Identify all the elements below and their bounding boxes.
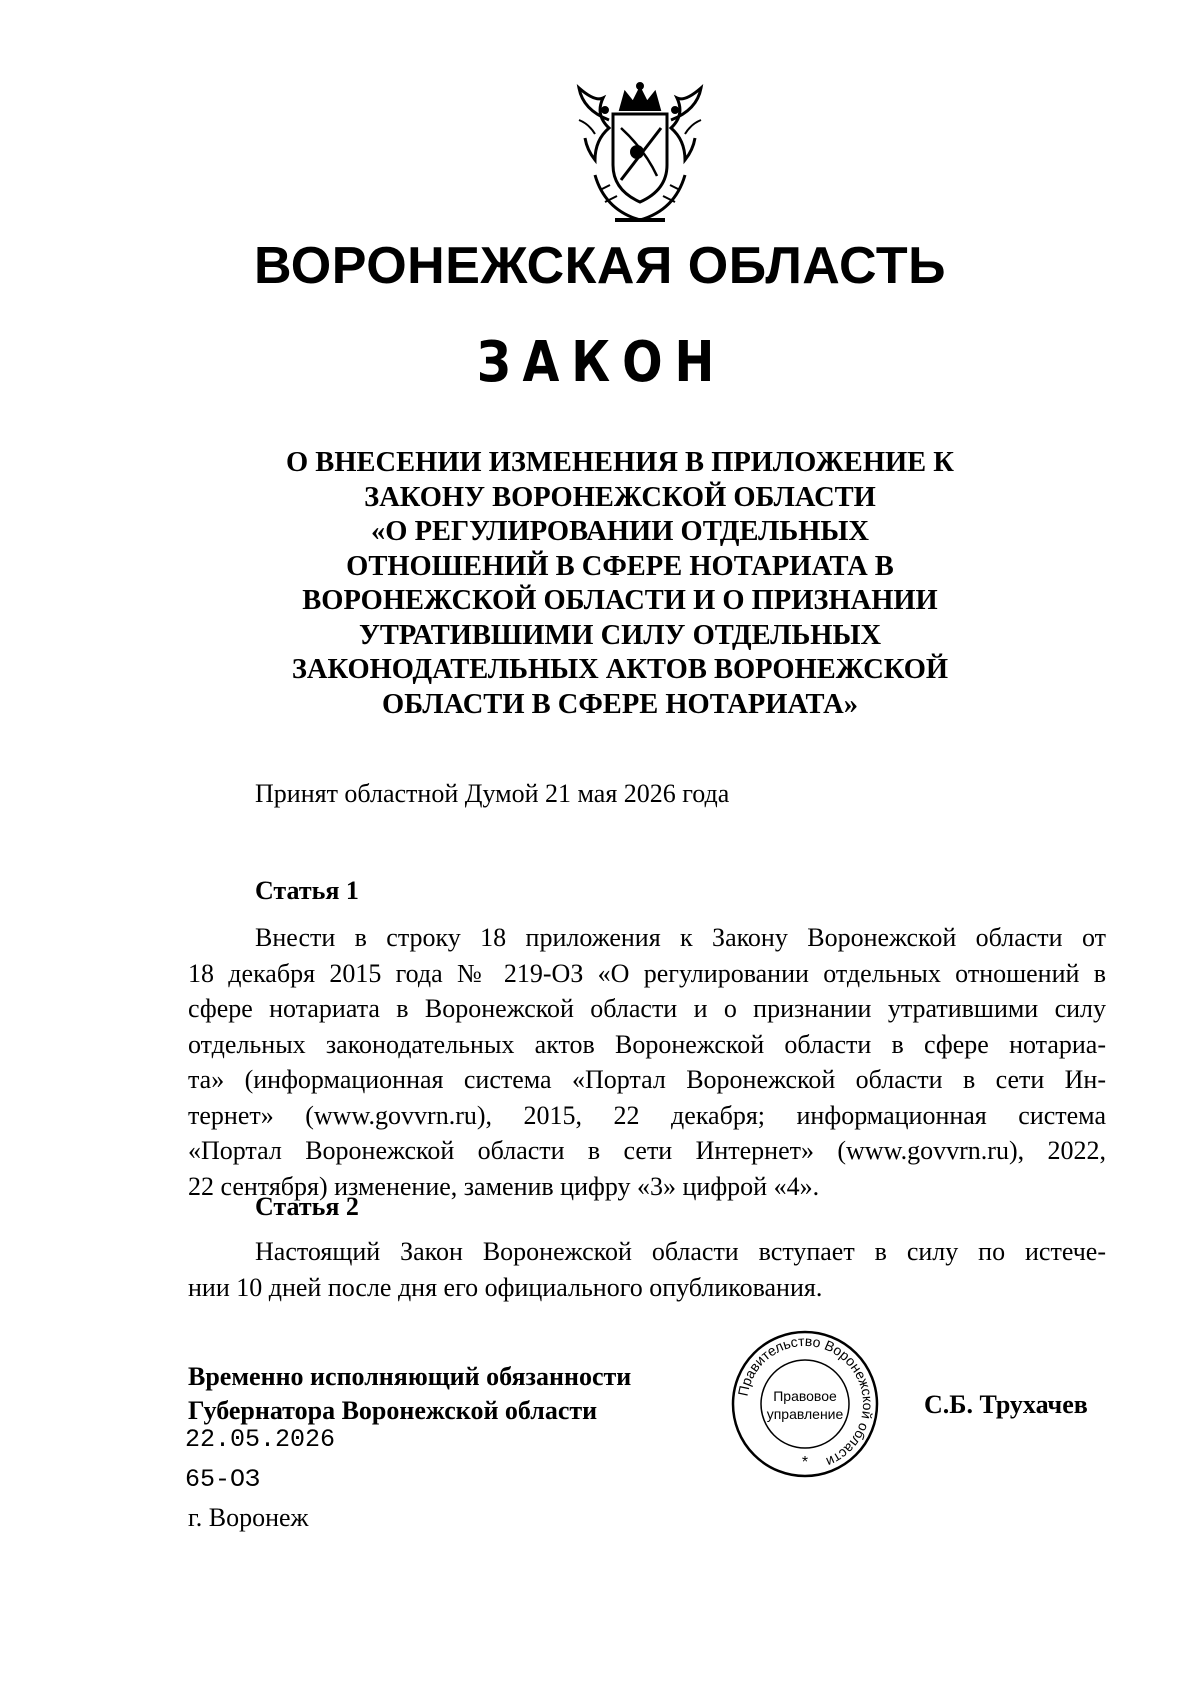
- official-stamp: [730, 1329, 880, 1479]
- signing-city: г. Воронеж: [188, 1503, 309, 1532]
- article-1-line: 22 сентября) изменение, заменив цифру «3» цифрой «4».: [188, 1171, 820, 1201]
- signatory-position: [188, 1360, 631, 1428]
- law-date: 22.05.2026: [185, 1425, 336, 1454]
- stamp-star: *: [801, 1454, 809, 1471]
- signatory-position-line: Губернатора Воронежской области: [188, 1396, 598, 1425]
- law-title-line: О ВНЕСЕНИИ ИЗМЕНЕНИЯ В ПРИЛОЖЕНИЕ К: [286, 447, 954, 478]
- article-1-line: Внести в строку 18 приложения к Закону Воронежской области от: [255, 923, 1106, 952]
- article-1-line: 18 декабря 2015 года № 219-ОЗ «О регулировании отдельных отношений в: [188, 958, 1106, 988]
- stamp-center-line: управление: [766, 1406, 844, 1422]
- law-number: 65-ОЗ: [185, 1465, 261, 1494]
- law-title-line: «О РЕГУЛИРОВАНИИ ОТДЕЛЬНЫХ: [371, 516, 869, 547]
- signatory-position-line: Временно исполняющий обязанности: [188, 1362, 632, 1391]
- law-title-line: ЗАКОНУ ВОРОНЕЖСКОЙ ОБЛАСТИ: [364, 481, 876, 513]
- article-1-line: та» (информационная система «Портал Воронежской области в сети Ин-: [188, 1065, 1106, 1094]
- adoption-note: Принят областной Думой 21 мая 2026 года: [255, 779, 730, 808]
- registration-details: [185, 1420, 335, 1500]
- law-title-line: ЗАКОНОДАТЕЛЬНЫХ АКТОВ ВОРОНЕЖСКОЙ: [291, 654, 949, 685]
- law-title-line: ОБЛАСТИ В СФЕРЕ НОТАРИАТА»: [382, 688, 858, 720]
- stamp-ring-text: Правительство Воронежской области: [734, 1332, 877, 1471]
- article-2-body: [188, 1234, 1106, 1305]
- stamp-center-line: Правовое: [773, 1388, 837, 1404]
- article-2-heading: Статья 2: [255, 1192, 359, 1221]
- law-title: [270, 446, 970, 722]
- article-1-line: сфере нотариата в Воронежской области и о признании утратившими силу: [188, 994, 1106, 1023]
- document-type: ЗАКОН: [476, 330, 727, 395]
- article-1-body: [188, 920, 1106, 1204]
- coat-of-arms-icon: [565, 80, 715, 230]
- article-1-line: «Портал Воронежской области в сети Интернет» (www.govvrn.ru), 2022,: [188, 1136, 1106, 1165]
- article-2-line: Настоящий Закон Воронежской области вступает в силу по истече-: [255, 1237, 1106, 1266]
- article-2-line: нии 10 дней после дня его официального опубликования.: [188, 1272, 823, 1302]
- region-title: ВОРОНЕЖСКАЯ ОБЛАСТЬ: [254, 237, 946, 295]
- article-1-line: тернет» (www.govvrn.ru), 2015, 22 декабря; информационная система: [188, 1100, 1106, 1130]
- law-title-line: ВОРОНЕЖСКОЙ ОБЛАСТИ И О ПРИЗНАНИИ: [302, 585, 938, 616]
- law-title-line: ОТНОШЕНИЙ В СФЕРЕ НОТАРИАТА В: [346, 550, 894, 582]
- article-1-line: отдельных законодательных актов Воронежской области в сфере нотариа-: [188, 1029, 1106, 1059]
- signer-name: С.Б. Трухачев: [924, 1390, 1088, 1419]
- article-1-heading: Статья 1: [255, 876, 359, 905]
- law-title-line: УТРАТИВШИМИ СИЛУ ОТДЕЛЬНЫХ: [358, 619, 882, 651]
